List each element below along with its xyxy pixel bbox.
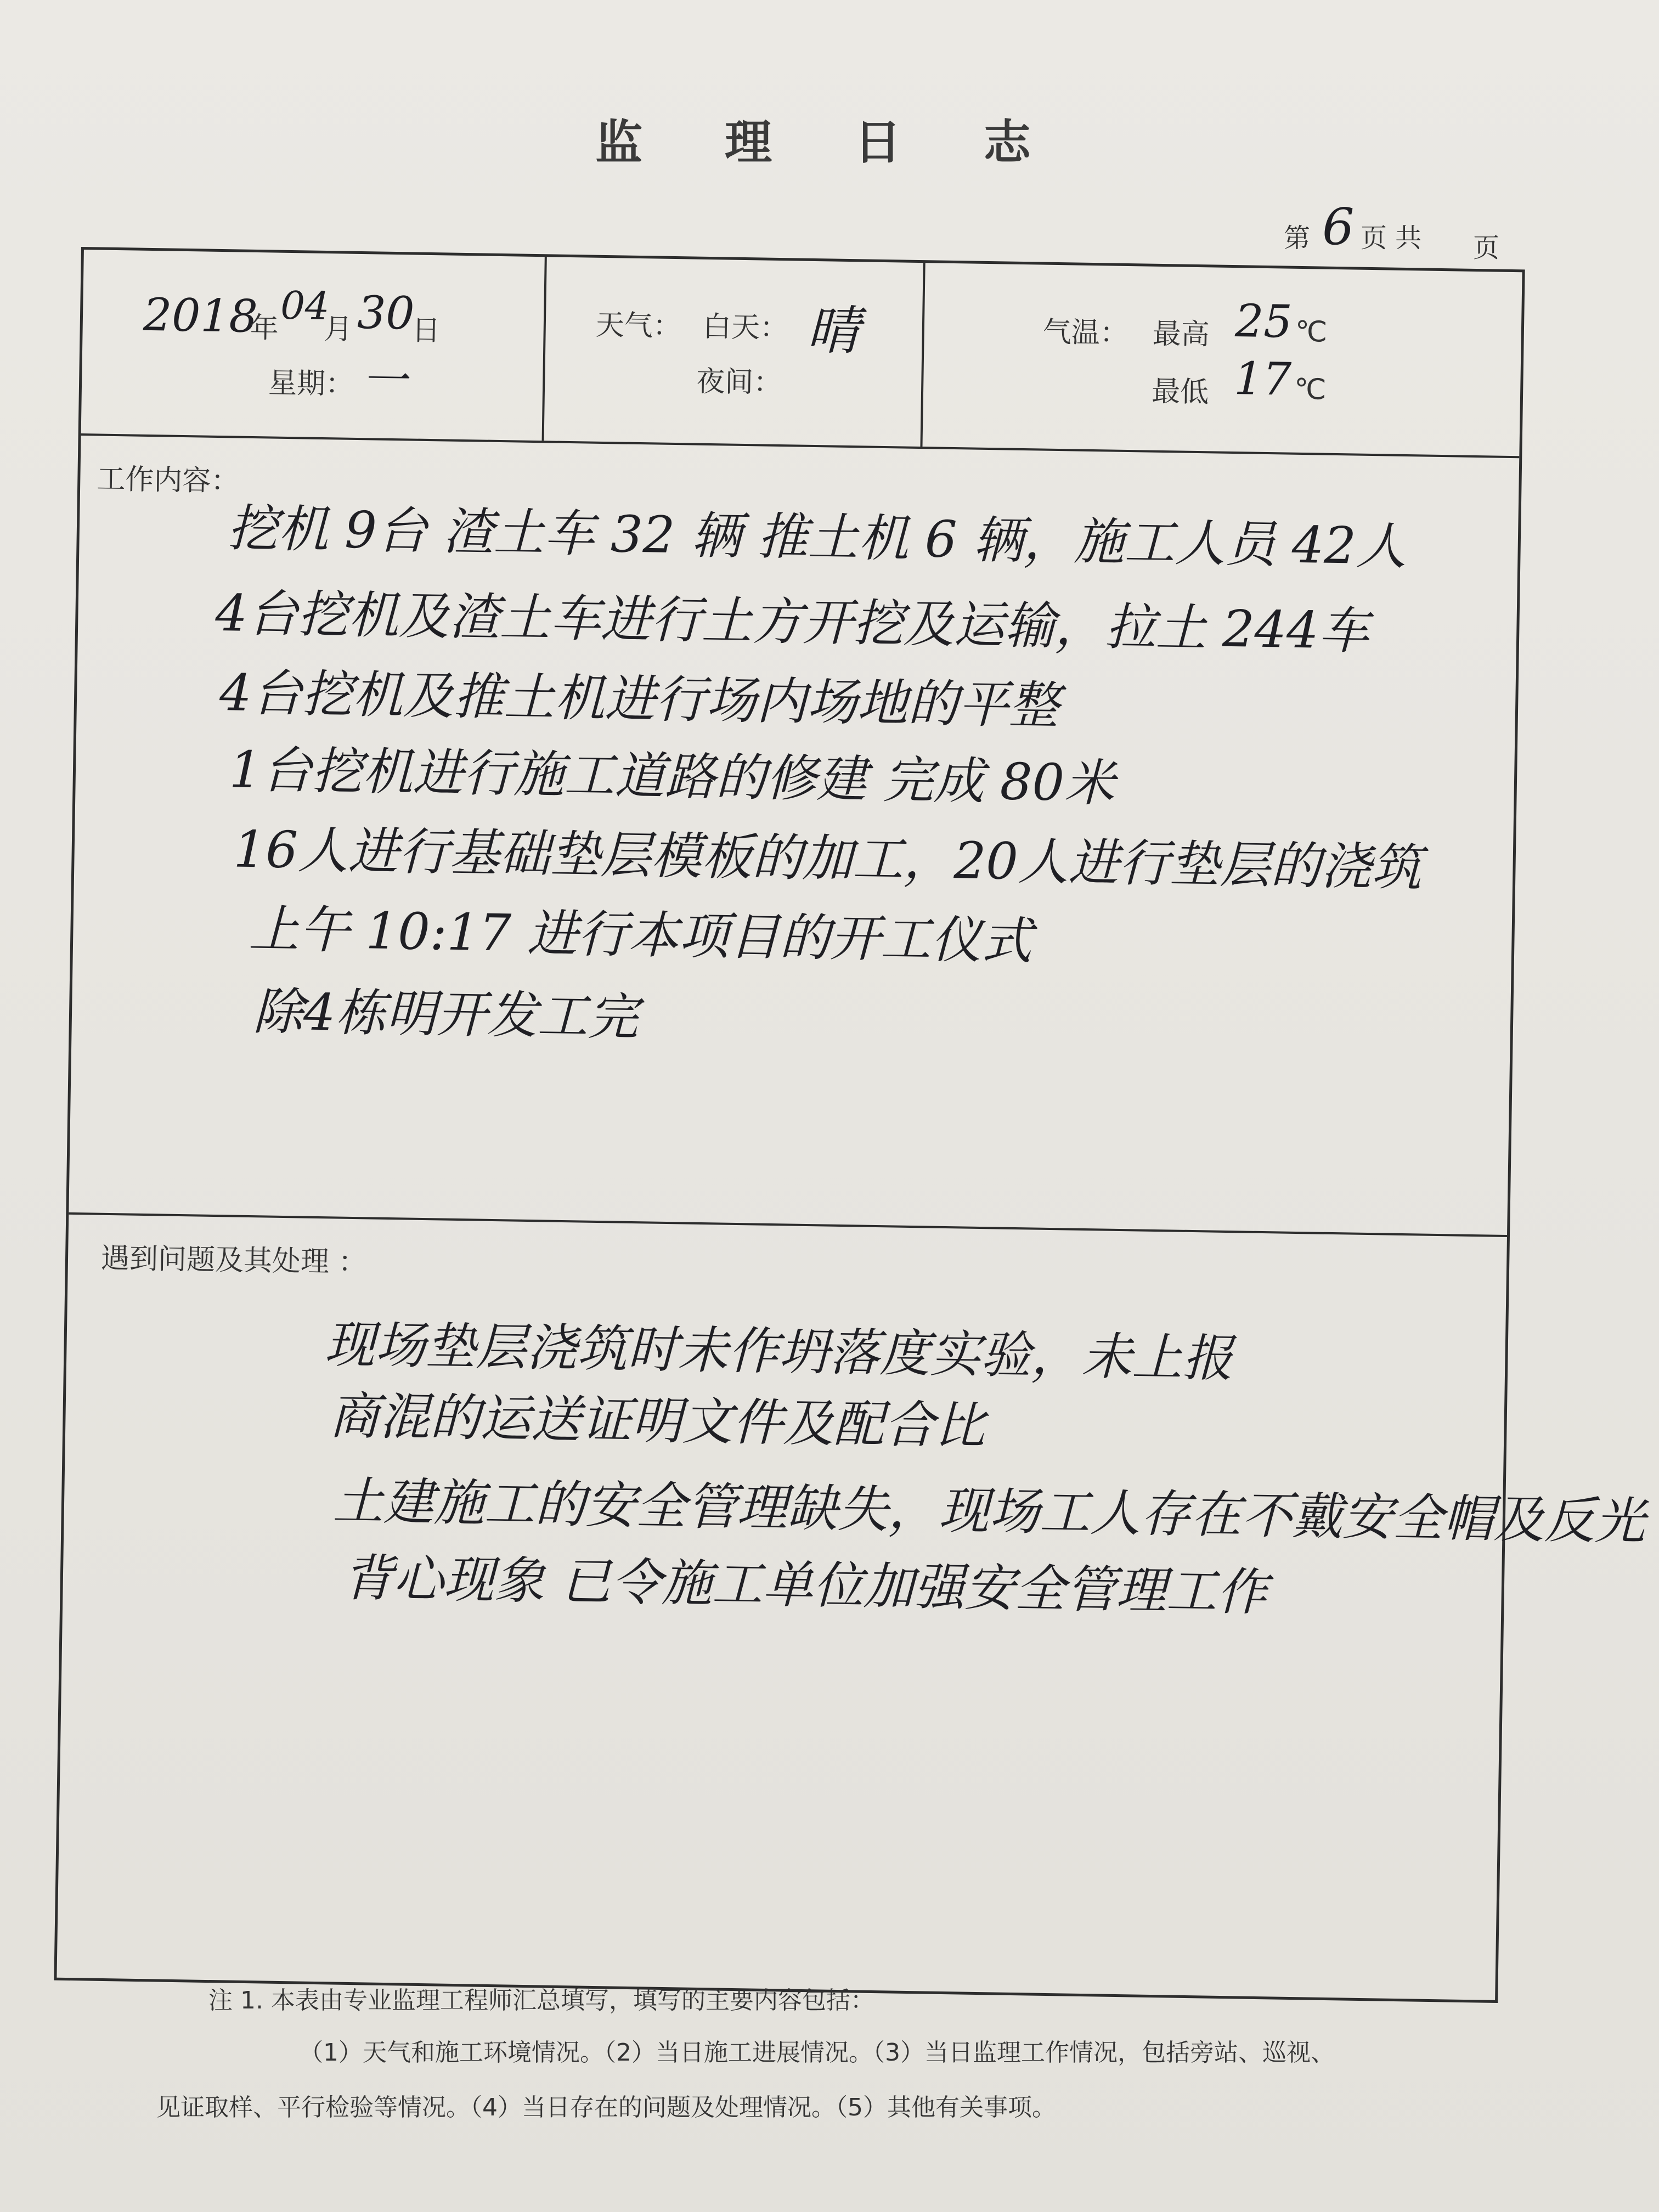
month-label: 月 (324, 312, 353, 346)
year-value: 2018 (143, 289, 258, 343)
weather-day-label: 白天： (702, 310, 789, 345)
form-header-row (81, 250, 1522, 458)
issues-label: 遇到问题及其处理 ： (100, 1242, 367, 1279)
day-label: 日 (411, 314, 441, 348)
work-line: 4台挖机及推土机进行场内场地的平整 (219, 663, 1060, 736)
work-line: 除4栋明开发工完 (252, 982, 639, 1047)
log-form (54, 247, 1646, 2003)
temp-low-value: 17 (1233, 353, 1292, 406)
weather-day-value: 晴 (806, 299, 860, 362)
page-title: 监 理 日 志 (595, 115, 1064, 170)
work-content-section (69, 433, 1519, 1237)
weekday-value: 一 (361, 354, 407, 408)
note-line-1: 注 1. 本表由专业监理工程师汇总填写，填写的主要内容包括： (208, 1987, 874, 2015)
work-line: 4台挖机及渣土车进行土方开挖及运输，拉土 244车 (215, 583, 1370, 661)
page-prefix: 第 (1284, 223, 1311, 253)
issue-line: 背心现象 已令施工单位加强安全管理工作 (342, 1548, 1268, 1622)
temp-high-unit: ℃ (1295, 315, 1328, 349)
divider-date-weather (542, 257, 547, 441)
divider-weather-temp (920, 263, 925, 447)
page-number: 6 (1322, 198, 1355, 256)
issue-line: 现场垫层浇筑时未作坍落度实验，未上报 (324, 1315, 1234, 1389)
work-line: 1台挖机进行施工道路的修建 完成 80米 (229, 740, 1115, 813)
issues-section (57, 1212, 1646, 2000)
issue-line: 土建施工的安全管理缺失，现场工人存在不戴安全帽及反光 (332, 1471, 1646, 1551)
note-line-2: （1）天气和施工环境情况。（2）当日施工进展情况。（3）当日监理工作情况，包括旁站、巡视、 (299, 2039, 1335, 2067)
page-mid: 页 共 (1361, 223, 1422, 253)
year-label: 年 (250, 311, 279, 345)
work-line: 16人进行基础垫层模板的加工，20人进行垫层的浇筑 (233, 820, 1423, 898)
temp-high-label: 最高 (1152, 317, 1210, 352)
work-line: 挖机 9台 渣土车 32 辆 推土机 6 辆，施工人员 42人 (227, 499, 1407, 577)
temperature-label: 气温： (1042, 315, 1129, 350)
note-line-3: 见证取样、平行检验等情况。（4）当日存在的问题及处理情况。（5）其他有关事项。 (156, 2094, 1056, 2121)
issue-line: 商混的运送证明文件及配合比 (328, 1386, 986, 1456)
weather-label: 天气： (595, 308, 682, 343)
weekday-label: 星期： (268, 366, 354, 401)
work-content-label: 工作内容： (96, 462, 240, 498)
weather-night-label: 夜间： (696, 365, 782, 400)
temp-low-unit: ℃ (1294, 373, 1327, 407)
page-suffix: 页 (1473, 233, 1500, 263)
work-line: 上午 10:17 进行本项目的开工仪式 (248, 899, 1032, 971)
day-value: 30 (357, 286, 415, 340)
temp-low-label: 最低 (1151, 375, 1209, 409)
temp-high-value: 25 (1234, 295, 1293, 348)
month-value: 04 (280, 283, 330, 329)
